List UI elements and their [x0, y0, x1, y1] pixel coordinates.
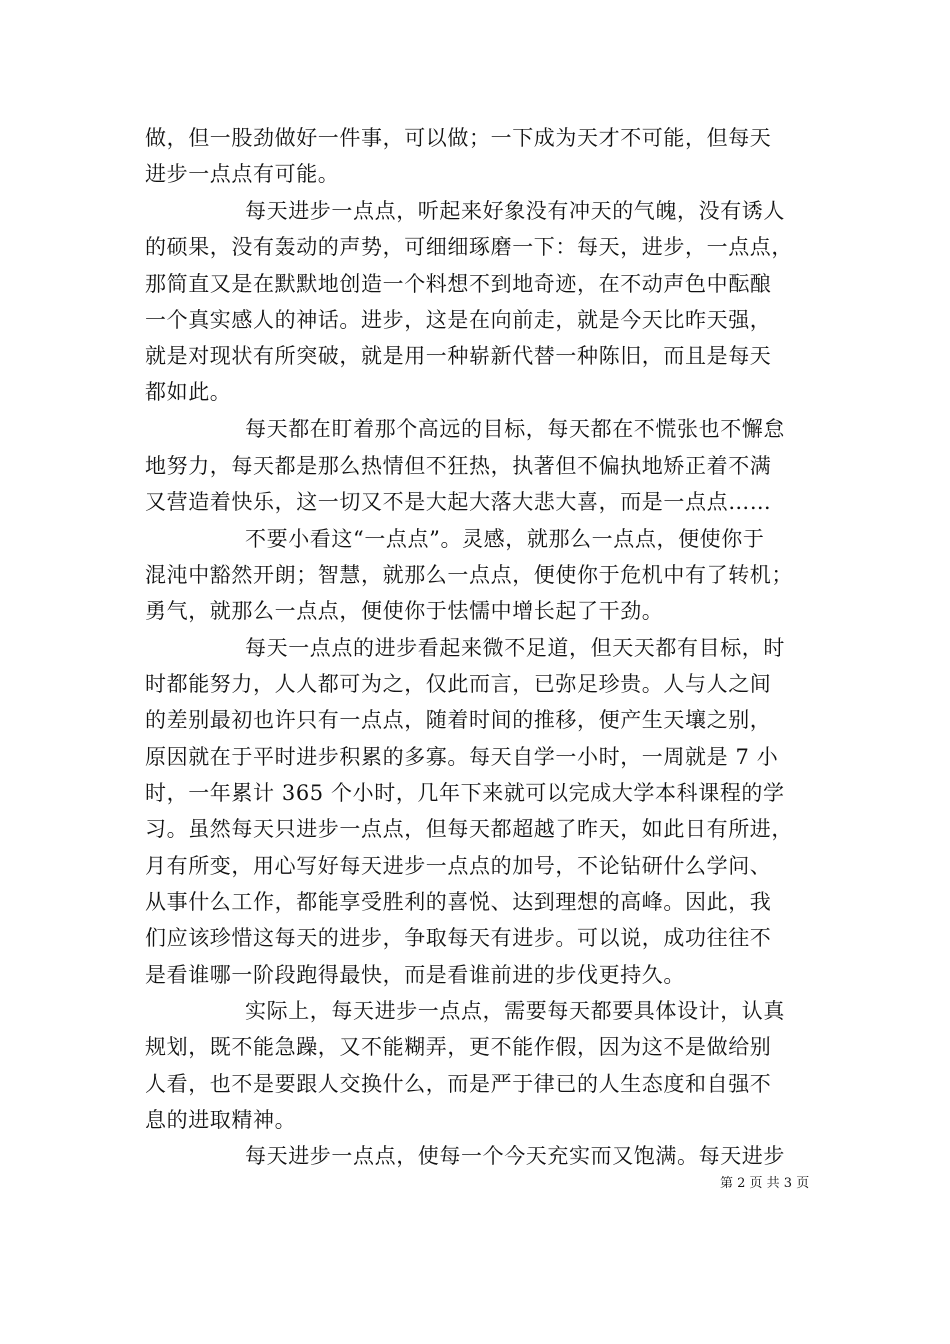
text-line: 一个真实感人的神话。进步，这是在向前走，就是今天比昨天强，	[145, 308, 772, 332]
text-line: 的差别最初也许只有一点点，随着时间的推移，便产生天壤之别，	[145, 708, 772, 732]
text-line: 每天都在盯着那个高远的目标，每天都在不慌张也不懈怠	[245, 417, 785, 441]
text-line: 又营造着快乐，这一切又不是大起大落大悲大喜，而是一点点……	[145, 490, 772, 514]
text-line: 时都能努力，人人都可为之，仅此而言，已弥足珍贵。人与人之间	[145, 672, 772, 696]
text-line: 地努力，每天都是那么热情但不狂热，执著但不偏执地矫正着不满	[145, 454, 772, 478]
text-line: 规划，既不能急躁，又不能糊弄，更不能作假，因为这不是做给别	[145, 1035, 772, 1059]
text-line: 习。虽然每天只进步一点点，但每天都超越了昨天，如此日有所进，	[145, 817, 793, 841]
text-line: 混沌中豁然开朗；智慧，就那么一点点，便使你于危机中有了转机；	[145, 563, 793, 587]
text-line: 每天进步一点点，听起来好象没有冲天的气魄，没有诱人	[245, 199, 785, 223]
text-line: 们应该珍惜这每天的进步，争取每天有进步。可以说，成功往往不	[145, 926, 772, 950]
text-line: 进步一点点有可能。	[145, 162, 340, 186]
text-line: 是看谁哪一阶段跑得最快，而是看谁前进的步伐更持久。	[145, 963, 685, 987]
text-line: 那简直又是在默默地创造一个料想不到地奇迹，在不动声色中酝酿	[145, 272, 772, 296]
text-line: 每天进步一点点，使每一个今天充实而又饱满。每天进步	[245, 1144, 785, 1168]
text-line: 实际上，每天进步一点点，需要每天都要具体设计，认真	[245, 999, 785, 1023]
text-line: 从事什么工作，都能享受胜利的喜悦、达到理想的高峰。因此，我	[145, 890, 772, 914]
text-line: 做，但一股劲做好一件事，可以做；一下成为天才不可能，但每天	[145, 126, 772, 150]
text-line: 每天一点点的进步看起来微不足道，但天天都有目标，时	[245, 636, 785, 660]
text-line: 不要小看这“一点点”。灵感，就那么一点点，便使你于	[245, 527, 765, 551]
text-line: 勇气，就那么一点点，便使你于怯懦中增长起了干劲。	[145, 599, 664, 623]
text-line: 的硕果，没有轰动的声势，可细细琢磨一下：每天，进步，一点点，	[145, 235, 793, 259]
text-line: 息的进取精神。	[145, 1108, 297, 1132]
page-number-footer: 第 2 页 共 3 页	[720, 1176, 810, 1191]
text-line: 都如此。	[145, 380, 232, 404]
text-line: 月有所变，用心写好每天进步一点点的加号，不论钻研什么学问、	[145, 854, 772, 878]
text-line: 原因就在于平时进步积累的多寡。每天自学一小时，一周就是 7 小	[145, 745, 779, 769]
text-line: 人看，也不是要跟人交换什么，而是严于律已的人生态度和自强不	[145, 1072, 772, 1096]
text-line: 时，一年累计 365 个小时，几年下来就可以完成大学本科课程的学	[145, 781, 785, 805]
text-line: 就是对现状有所突破，就是用一种崭新代替一种陈旧，而且是每天	[145, 344, 772, 368]
